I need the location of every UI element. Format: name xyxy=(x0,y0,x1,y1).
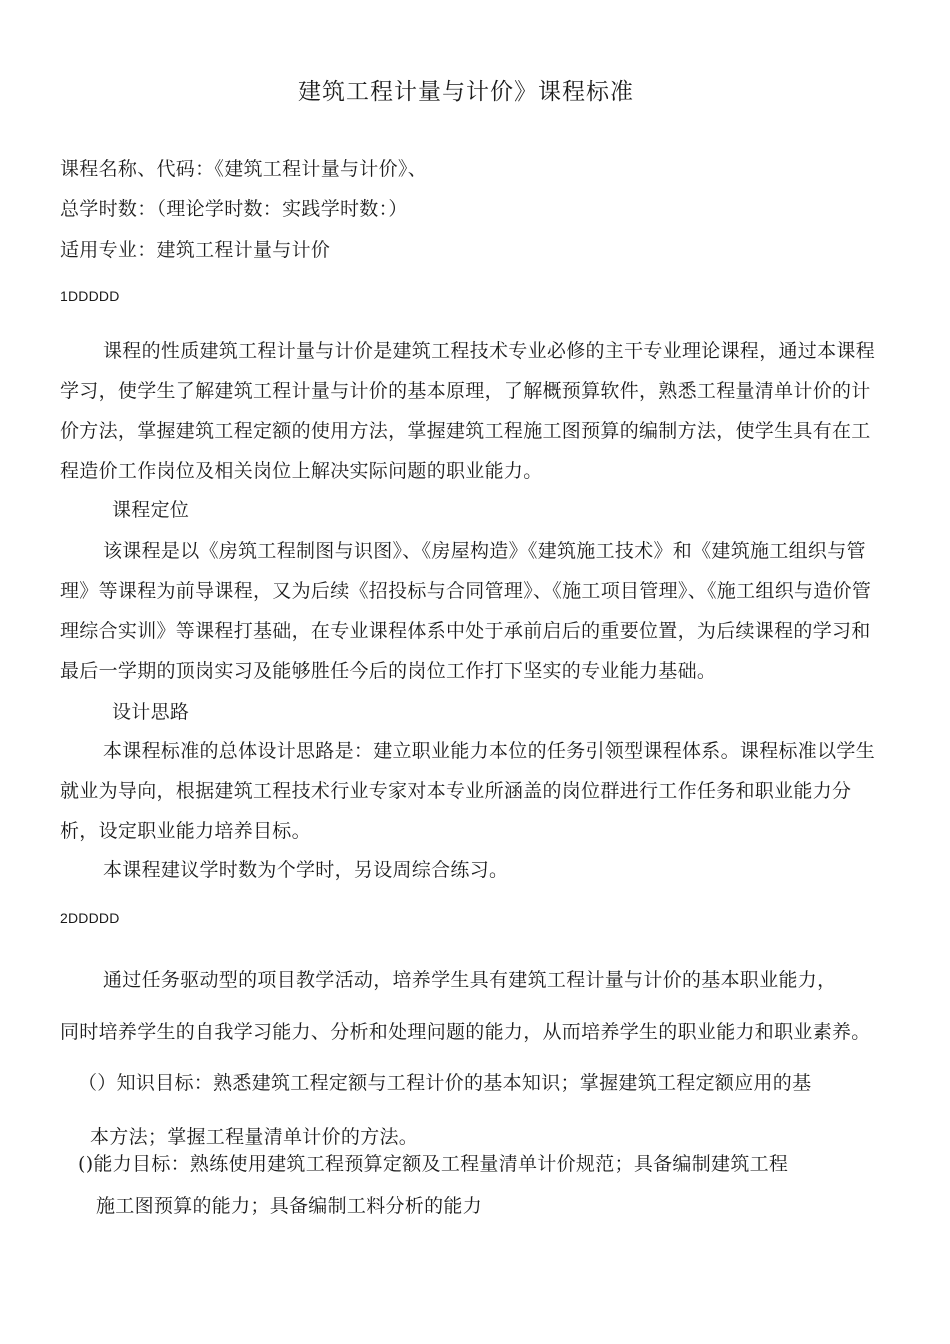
total-hours-line: 总学时数：（理论学时数：实践学时数：） xyxy=(60,198,408,220)
ability-goal-line-2: 施工图预算的能力；具备编制工料分析的能力 xyxy=(96,1195,483,1217)
goal-line-1: 通过任务驱动型的项目教学活动，培养学生具有建筑工程计量与计价的基本职业能力， xyxy=(103,969,837,991)
design-paragraph: 本课程标准的总体设计思路是：建立职业能力本位的任务引领型课程体系。课程标准以学生就业为导向，根据建筑工程技术行业专家对本专业所涵盖的岗位群进行工作任务和职业能力分析，设定职业能力培养目标。 xyxy=(60,740,876,842)
knowledge-goal-line-1: （）知识目标：熟悉建筑工程定额与工程计价的基本知识；掌握建筑工程定额应用的基 xyxy=(78,1072,812,1094)
section-2-label: 2DDDDD xyxy=(60,910,120,926)
goal-line-2: 同时培养学生的自我学习能力、分析和处理问题的能力，从而培养学生的职业能力和职业素养。 xyxy=(60,1021,871,1043)
design-heading: 设计思路 xyxy=(112,701,190,723)
course-nature-paragraph: 课程的性质建筑工程计量与计价是建筑工程技术专业必修的主干专业理论课程，通过本课程学习，使学生了解建筑工程计量与计价的基本原理，了解概预算软件，熟悉工程量清单计价的计价方法，掌握建筑工程定额的使用方法，掌握建筑工程施工图预算的编制方法，使学生具有在工程造价工作岗位及相关岗位上解决实际问题的职业能力。 xyxy=(60,340,876,482)
course-name-line: 课程名称、代码：《建筑工程计量与计价》、 xyxy=(60,158,428,180)
positioning-heading: 课程定位 xyxy=(112,499,190,521)
major-line: 适用专业：建筑工程计量与计价 xyxy=(60,239,331,261)
document-title: 建筑工程计量与计价》课程标准 xyxy=(298,79,634,105)
section-1-label: 1DDDDD xyxy=(60,288,120,304)
ability-goal-line-1: ()能力目标：熟练使用建筑工程预算定额及工程量清单计价规范；具备编制建筑工程 xyxy=(78,1153,789,1175)
positioning-paragraph: 该课程是以《房筑工程制图与识图》、《房屋构造》《建筑施工技术》和《建筑施工组织与管理》等课程为前导课程，又为后续《招投标与合同管理》、《施工项目管理》、《施工组织与造价管理综合实训》等课程打基础，在专业课程体系中处于承前启后的重要位置，为后续课程的学习和最后一学期的顶岗实习及能够胜任今后的岗位工作打下坚实的专业能力基础。 xyxy=(60,540,872,682)
knowledge-goal-line-2: 本方法；掌握工程量清单计价的方法。 xyxy=(90,1126,419,1148)
hours-suggestion-line: 本课程建议学时数为个学时，另设周综合练习。 xyxy=(103,859,509,881)
